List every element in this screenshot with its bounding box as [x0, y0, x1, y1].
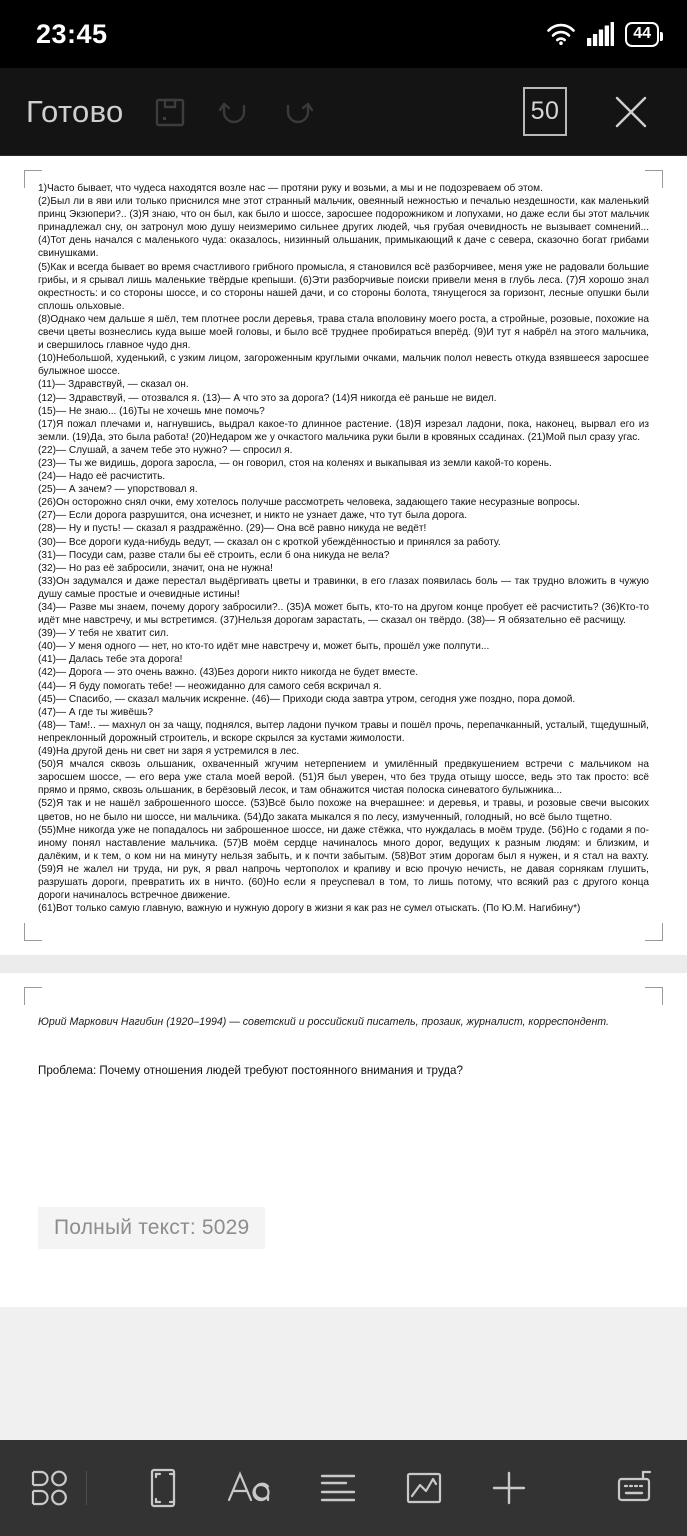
word-counter-wrap [38, 1207, 649, 1249]
page-count-badge: 50 [523, 87, 567, 136]
status-indicators [546, 22, 659, 47]
document-paragraph: (34)— Разве мы знаем, почему дорогу забросили?.. (35)А может быть, кто-то на другом конце пробует её расчистить? (36)Кто-то идёт мне навстречу, и мы встретимся. (37)Нельзя дорогам зарастать, — сказал он твёрдо. (38)— Я обязательно её расчищу. [38, 602, 649, 627]
editor-toolbar [0, 68, 687, 156]
document-paragraph: (61)Вот только самую главную, важную и нужную дорогу в жизни я как раз не сумел отыскать. (По Ю.М. Нагибину*) [38, 903, 581, 915]
document-paragraph: (24)— Надо её расчистить. [38, 471, 166, 483]
document-paragraph: (50)Я мчался сквозь ольшаник, охваченный жгучим нетерпением и умилённый предвкушением встречи с мальчиком на заросшем шоссе, — его вера уже стала моей верой. (51)Я был уверен, что без труда отыщу шоссе, ведь это так просто: всё прямо и прямо, сквозь ольшаник, в берёзовый лесок, и там обнажится чистая полоска синеватого булыжника... [38, 759, 649, 797]
insert-image-button[interactable] [402, 1453, 446, 1523]
add-button[interactable] [487, 1453, 531, 1523]
paragraph-align-icon [316, 1466, 360, 1510]
text-format-button[interactable] [225, 1453, 275, 1523]
document-paragraph: (10)Небольшой, худенький, с узким лицом, загороженным круглыми очками, мальчик полол невесть откуда взявшееся заросшее булыжное шоссе. [38, 353, 649, 378]
document-paragraph: (32)— Но раз её забросили, значит, она не нужна! [38, 562, 273, 574]
document-paragraph: (39)— У тебя не хватит сил. [38, 628, 169, 640]
author-footnote[interactable]: Юрий Маркович Нагибин (1920–1994) — советский и российский писатель, прозаик, журналист, корреспондент. [38, 1016, 609, 1029]
document-paragraph: (31)— Посуди сам, разве стали бы её строить, если б она никуда не вела? [38, 549, 390, 561]
page-corner-mark [24, 923, 42, 941]
page-separator [0, 955, 687, 973]
document-body-text[interactable] [38, 182, 649, 915]
document-paragraph: (48)— Там!.. — махнул он за чащу, поднялся, вытер ладони пучком травы и пошёл прочь, перепачканный, усталый, тщедушный, непреклонный дорожный строитель, и вскоре скрылся за кустами жимолости. [38, 719, 649, 744]
cellular-signal-icon [587, 22, 614, 46]
redo-arrow-icon [278, 94, 318, 130]
document-paragraph: (23)— Ты же видишь, дорога заросла, — он говорил, стоя на коленях и выкапывая из земли какой-то корень. [38, 457, 552, 469]
insert-image-icon [402, 1466, 446, 1510]
page-bottom-space [0, 1249, 687, 1307]
bottom-toolbar [0, 1440, 687, 1536]
undo-button[interactable] [202, 80, 266, 144]
blocks-button[interactable] [28, 1453, 72, 1523]
document-paragraph: (5)Как и всегда бывает во время счастливого грибного промысла, я становился всё разборчивее, меня уже не радовали большие грибы, и я срывал лишь маленькие твёрдые крепыши. (6)Эти разборчивые поиски привели меня в глубь леса. (7)Я хорошо знал окрестность: и со стороны шоссе, и со стороны нашей дачи, и со стороны болота, тянущегося за горизонт, лесные опушки были сплошь ольховые. [38, 261, 649, 312]
document-paragraph: (12)— Здравствуй, — отозвался я. (13)— А что это за дорога? (14)Я никогда её раньше не видел. [38, 392, 497, 404]
document-paragraph: (41)— Далась тебе эта дорога! [38, 654, 183, 666]
document-paragraph: (15)— Не знаю... (16)Ты не хочешь мне помочь? [38, 405, 265, 417]
document-paragraph: (52)Я так и не нашёл заброшенного шоссе. (53)Всё было похоже на вчерашнее: и деревья, и травы, и розовые свечи высоких цветов, но не было ни шоссе, ни мальчика. (54)До заката мыкался я по лесу, измученный, голодный, но всё было тщетно. [38, 798, 649, 823]
document-paragraph: (25)— А зачем? — упорствовал я. [38, 484, 198, 496]
document-paragraph: (44)— Я буду помогать тебе! — неожиданно для самого себя вскричал я. [38, 680, 382, 692]
floppy-disk-save-icon [152, 94, 188, 130]
word-counter-badge: Полный текст: 5029 [38, 1207, 265, 1249]
document-scroll-area[interactable] [0, 156, 687, 1440]
text-format-aa-icon [225, 1466, 275, 1510]
document-paragraph: (27)— Если дорога разрушится, она исчезнет, и никто не узнает даже, что тут была дорога. [38, 510, 468, 522]
battery-level-text: 44 [633, 25, 651, 42]
problem-statement[interactable]: Проблема: Почему отношения людей требуют постоянного внимания и труда? [38, 1064, 463, 1078]
paragraph-button[interactable] [316, 1453, 360, 1523]
document-paragraph: (47)— А где ты живёшь? [38, 706, 153, 718]
hide-keyboard-button[interactable] [613, 1453, 659, 1523]
document-paragraph: (22)— Слушай, а зачем тебе это нужно? — спросил я. [38, 444, 293, 456]
page-corner-mark [645, 923, 663, 941]
document-paragraph: (55)Мне никогда уже не попадалось ни заброшенное шоссе, ни даже стёжка, что нуждалась в моём труде. (56)Но с годами я по-иному понял наставление мальчика. (57)В моём сердце начиналось много дорог, ведущих к разным людям: и близким, и далёким, и к тем, о ком ни на минуту нельзя забыть, и к почти забытым. (58)Вот этим дорогам был я нужен, и я стал на вахту. (59)Я не жалел ни труда, ни рук, я рвал напрочь чертополох и крапиву и всю прочую нечисть, не давая сорнякам глушить, разрушать дороги, превратить их в ничто. (60)Но если я преуспевал в том, то лишь потому, что всякий раз с другого конца дороги начиналось встречное движение. [38, 824, 649, 902]
page-layout-button[interactable] [142, 1453, 184, 1523]
page-crop-icon [142, 1466, 184, 1510]
document-paragraph: (49)На другой день ни свет ни заря я устремился в лес. [38, 746, 300, 758]
status-bar [0, 0, 687, 68]
status-clock: 23:45 [36, 18, 108, 49]
page-corner-mark [645, 987, 663, 1005]
page-corner-mark [24, 987, 42, 1005]
document-paragraph: (8)Однако чем дальше я шёл, тем плотнее росли деревья, трава стала вполовину моего роста, а стройные, розовые, похожие на свечи цветы вознеслись куда выше моей головы, и было всё труднее пробираться вперёд. (9)И тут я набрёл на этого мальчика, и свершилось главное чудо дня. [38, 313, 649, 352]
plus-add-icon [487, 1466, 531, 1510]
close-button[interactable] [599, 80, 663, 144]
page-corner-mark [645, 170, 663, 188]
blocks-grid-icon [28, 1466, 72, 1510]
document-page-1 [0, 156, 687, 955]
document-paragraph: (11)— Здравствуй, — сказал он. [38, 379, 189, 391]
hide-keyboard-icon [613, 1466, 659, 1510]
document-page-2 [0, 973, 687, 1307]
document-paragraph: (40)— У меня одного — нет, но кто-то идёт мне навстречу и, может быть, прошёл уже полпути... [38, 641, 490, 653]
document-paragraph: (42)— Дорога — это очень важно. (43)Без дороги никто никогда не будет вместе. [38, 667, 419, 679]
done-button[interactable]: Готово [26, 93, 124, 129]
document-paragraph: (45)— Спасибо, — сказал мальчик искренне. (46)— Приходи сюда завтра утром, сегодня уже поздно, пора домой. [38, 693, 576, 705]
toolbar-divider [86, 1471, 87, 1505]
document-paragraph: (33)Он задумался и даже перестал выдёргивать цветы и травинки, в его глазах появилась боль — так трудно вложить в чужую душу самые простые и очевидные истины! [38, 575, 649, 600]
close-x-icon [609, 90, 653, 134]
document-paragraph: (26)Он осторожно снял очки, ему хотелось получше рассмотреть человека, задающего такие несуразные вопросы. [38, 497, 580, 509]
document-paragraph: (17)Я пожал плечами и, нагнувшись, выдрал какое-то длинное растение. (18)Я изрезал ладони, пока, наконец, вырвал его из земли. (19)Да, это была работа! (20)Недаром же у очкастого мальчика руки были в кровяных ссадинах. (21)Мой пыл сразу угас. [38, 418, 649, 443]
document-paragraph: 1)Часто бывает, что чудеса находятся возле нас — протяни руку и возьми, а мы и не подозреваем об этом. [38, 183, 543, 194]
save-button[interactable] [138, 80, 202, 144]
wifi-icon [546, 22, 576, 46]
document-paragraph: (30)— Все дороги куда-нибудь ведут, — сказал он с кроткой убеждённостью и принялся за работу. [38, 536, 501, 548]
document-paragraph: (28)— Ну и пусть! — сказал я раздражённо. (29)— Она всё равно никуда не ведёт! [38, 523, 427, 535]
battery-icon [625, 22, 659, 47]
page-count-button[interactable] [513, 80, 577, 144]
document-paragraph: (2)Был ли в яви или только приснился мне этот странный мальчик, овеянный нежностью и печалью нездешности, как маленький принц Экзюпери?.. (3)Я знаю, что он был, как было и шоссе, заросшее подорожником и лопухами, но даже если бы этот мальчик принадлежал сну, он затронул мою душу неизмеримо сильнее других людей, чья грубая очевидность не вызывает сомнений...(4)Тот день начался с маленького чуда: оказалось, низинный ольшаник, примыкающий к даче с севера, сказочно богат грибами свинушками. [38, 196, 649, 260]
undo-arrow-icon [214, 94, 254, 130]
page-corner-mark [24, 170, 42, 188]
redo-button[interactable] [266, 80, 330, 144]
